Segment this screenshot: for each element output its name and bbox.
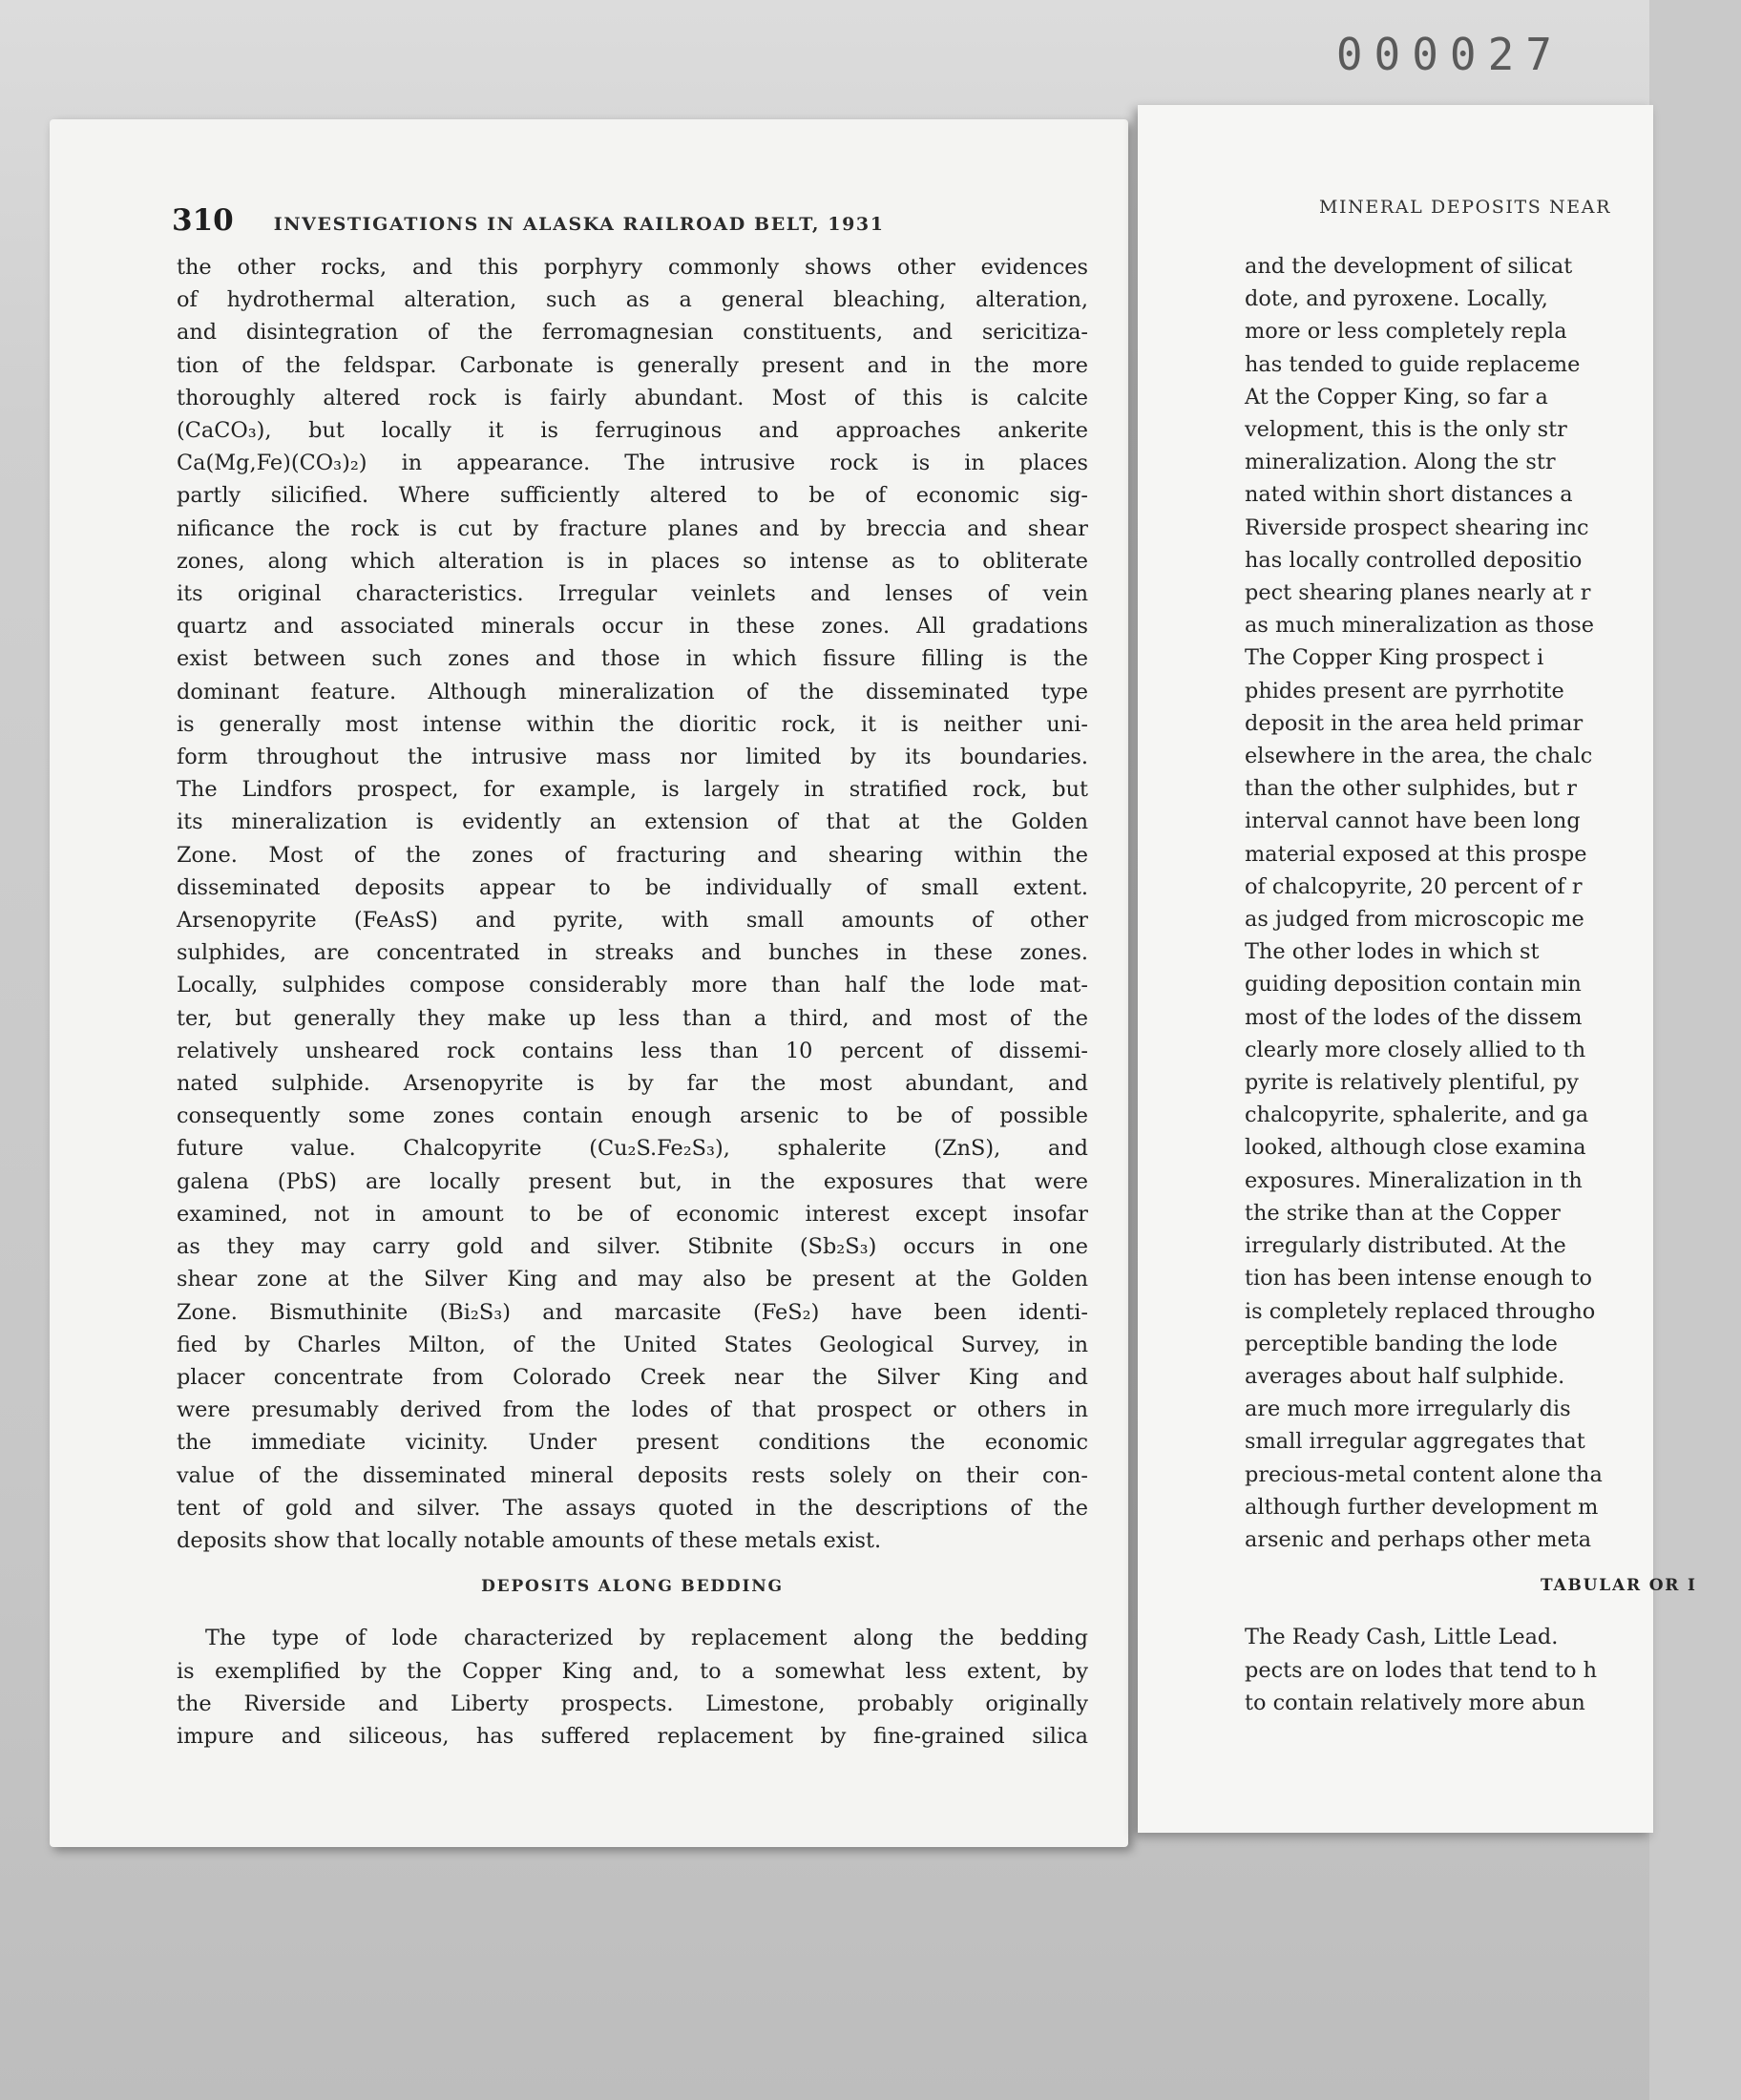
text-line: Zone. Bismuthinite (Bi₂S₃) and marcasite (FeS₂) have been identi- [177, 1299, 1088, 1325]
text-line: tion of the feldspar. Carbonate is generally present and in the more [177, 352, 1088, 378]
text-line: of chalcopyrite, 20 percent of r [1245, 873, 1583, 899]
right-running-head: MINERAL DEPOSITS NEAR [1319, 197, 1611, 218]
text-line: dote, and pyroxene. Locally, [1245, 286, 1548, 312]
text-line: The Ready Cash, Little Lead. [1245, 1625, 1559, 1650]
paragraph-1 [177, 251, 1088, 1557]
text-line: is completely replaced througho [1245, 1298, 1596, 1324]
text-line: The Lindfors prospect, for example, is largely in stratified rock, but [177, 777, 1088, 803]
text-line: zones, along which alteration is in places so intense as to obliterate [177, 548, 1088, 574]
paragraph-2 [177, 1622, 1088, 1753]
text-line: looked, although close examina [1245, 1135, 1586, 1161]
text-line: partly silicified. Where sufficiently altered to be of economic sig- [177, 483, 1088, 509]
text-line: has tended to guide replaceme [1245, 351, 1581, 377]
text-line: fied by Charles Milton, of the United States Geological Survey, in [177, 1332, 1088, 1357]
text-line: the strike than at the Copper [1245, 1200, 1561, 1226]
text-line: irregularly distributed. At the [1245, 1233, 1566, 1259]
text-line: dominant feature. Although mineralization of the disseminated type [177, 679, 1088, 704]
text-line: the other rocks, and this porphyry commonly shows other evidences [177, 255, 1088, 280]
text-line: is exemplified by the Copper King and, to a somewhat less extent, by [177, 1658, 1088, 1684]
text-line: Riverside prospect shearing inc [1245, 514, 1589, 540]
text-line: quartz and associated minerals occur in these zones. All gradations [177, 614, 1088, 640]
text-line: phides present are pyrrhotite [1245, 678, 1564, 704]
text-line: although further development m [1245, 1494, 1599, 1520]
right-page [1138, 105, 1697, 1833]
text-line: sulphides, are concentrated in streaks and bunches in these zones. [177, 940, 1088, 966]
text-line: deposit in the area held primar [1245, 710, 1584, 736]
text-line: were presumably derived from the lodes of that prospect or others in [177, 1397, 1088, 1423]
text-line: has locally controlled depositio [1245, 547, 1583, 573]
text-line: interval cannot have been long [1245, 808, 1581, 834]
text-line: pects are on lodes that tend to h [1245, 1657, 1598, 1683]
text-line: than the other sulphides, but r [1245, 776, 1577, 802]
text-line: of hydrothermal alteration, such as a general bleaching, alteration, [177, 287, 1088, 313]
left-page [50, 119, 1128, 1847]
text-line: is generally most intense within the dioritic rock, it is neither uni- [177, 711, 1088, 737]
text-line: material exposed at this prospe [1245, 841, 1587, 867]
text-line: consequently some zones contain enough arsenic to be of possible [177, 1103, 1088, 1129]
right-body-text [1245, 250, 1741, 1719]
text-line: tion has been intense enough to [1245, 1266, 1592, 1292]
text-line: The other lodes in which st [1245, 939, 1540, 965]
running-title: INVESTIGATIONS IN ALASKA RAILROAD BELT, 1931 [273, 214, 885, 235]
text-line: clearly more closely allied to th [1245, 1037, 1586, 1062]
left-body-text [177, 251, 1088, 1753]
page-number: 310 [172, 203, 234, 238]
scan-number: 000027 [1335, 29, 1563, 80]
text-line: arsenic and perhaps other meta [1245, 1526, 1592, 1552]
text-line: as much mineralization as those [1245, 613, 1595, 639]
text-line: and disintegration of the ferromagnesian constituents, and sericitiza- [177, 320, 1088, 346]
text-line: small irregular aggregates that [1245, 1429, 1585, 1455]
text-line: its mineralization is evidently an extension of that at the Golden [177, 809, 1088, 835]
text-line: shear zone at the Silver King and may also be present at the Golden [177, 1267, 1088, 1292]
text-line: nificance the rock is cut by fracture planes and by breccia and shear [177, 515, 1088, 541]
text-line: mineralization. Along the str [1245, 450, 1556, 475]
text-line: are much more irregularly dis [1245, 1396, 1571, 1422]
text-line: nated sulphide. Arsenopyrite is by far the most abundant, and [177, 1071, 1088, 1097]
text-line: perceptible banding the lode [1245, 1331, 1558, 1356]
text-line: deposits show that locally notable amounts of these metals exist. [177, 1527, 882, 1553]
text-line: precious-metal content alone tha [1245, 1461, 1603, 1487]
text-line: as judged from microscopic me [1245, 907, 1584, 933]
text-line: At the Copper King, so far a [1245, 384, 1548, 410]
right-paragraph-2 [1245, 1621, 1741, 1719]
text-line: form throughout the intrusive mass nor limited by its boundaries. [177, 745, 1088, 770]
text-line: impure and siliceous, has suffered replacement by fine-grained silica [177, 1723, 1088, 1749]
text-line: nated within short distances a [1245, 482, 1573, 508]
text-line: the immediate vicinity. Under present conditions the economic [177, 1430, 1088, 1456]
left-running-head [172, 203, 1088, 242]
text-line: Arsenopyrite (FeAsS) and pyrite, with small amounts of other [177, 908, 1088, 934]
text-line: value of the disseminated mineral deposits rests solely on their con- [177, 1462, 1088, 1488]
text-line: relatively unsheared rock contains less than 10 percent of dissemi- [177, 1038, 1088, 1063]
text-line: Locally, sulphides compose considerably more than half the lode mat- [177, 973, 1088, 998]
text-line: as they may carry gold and silver. Stibnite (Sb₂S₃) occurs in one [177, 1234, 1088, 1260]
section-heading: DEPOSITS ALONG BEDDING [481, 1577, 784, 1597]
text-line: pect shearing planes nearly at r [1245, 580, 1591, 606]
text-line: velopment, this is the only str [1245, 417, 1567, 443]
text-line: exposures. Mineralization in th [1245, 1167, 1583, 1193]
text-line: tent of gold and silver. The assays quoted in the descriptions of the [177, 1495, 1088, 1521]
text-line: future value. Chalcopyrite (Cu₂S.Fe₂S₃), sphalerite (ZnS), and [177, 1136, 1088, 1162]
text-line: Zone. Most of the zones of fracturing and shearing within the [177, 842, 1088, 868]
text-line: pyrite is relatively plentiful, py [1245, 1070, 1579, 1096]
right-paragraph-1 [1245, 250, 1741, 1556]
text-line: galena (PbS) are locally present but, in the exposures that were [177, 1168, 1088, 1194]
text-line: placer concentrate from Colorado Creek near the Silver King and [177, 1364, 1088, 1390]
text-line: to contain relatively more abun [1245, 1690, 1585, 1715]
text-line: disseminated deposits appear to be individually of small extent. [177, 874, 1088, 900]
text-line: exist between such zones and those in which fissure filling is the [177, 646, 1088, 672]
text-line: most of the lodes of the dissem [1245, 1004, 1583, 1030]
right-section-heading: TABULAR OR I [1541, 1576, 1697, 1596]
text-line: thoroughly altered rock is fairly abundant. Most of this is calcite [177, 385, 1088, 410]
text-line: its original characteristics. Irregular veinlets and lenses of vein [177, 581, 1088, 607]
text-line: guiding deposition contain min [1245, 972, 1582, 998]
text-line: averages about half sulphide. [1245, 1363, 1565, 1389]
text-line: chalcopyrite, sphalerite, and ga [1245, 1102, 1589, 1128]
text-line: (CaCO₃), but locally it is ferruginous and approaches ankerite [177, 418, 1088, 444]
text-line: more or less completely repla [1245, 319, 1567, 345]
text-line: The Copper King prospect i [1245, 645, 1544, 671]
text-line: The type of lode characterized by replacement along the bedding [205, 1626, 1088, 1651]
text-line: Ca(Mg,Fe)(CO₃)₂) in appearance. The intrusive rock is in places [177, 451, 1088, 476]
text-line: the Riverside and Liberty prospects. Limestone, probably originally [177, 1690, 1088, 1716]
text-line: elsewhere in the area, the chalc [1245, 744, 1593, 769]
text-line: and the development of silicat [1245, 254, 1573, 279]
text-line: ter, but generally they make up less than a third, and most of the [177, 1005, 1088, 1031]
text-line: examined, not in amount to be of economic interest except insofar [177, 1201, 1088, 1227]
